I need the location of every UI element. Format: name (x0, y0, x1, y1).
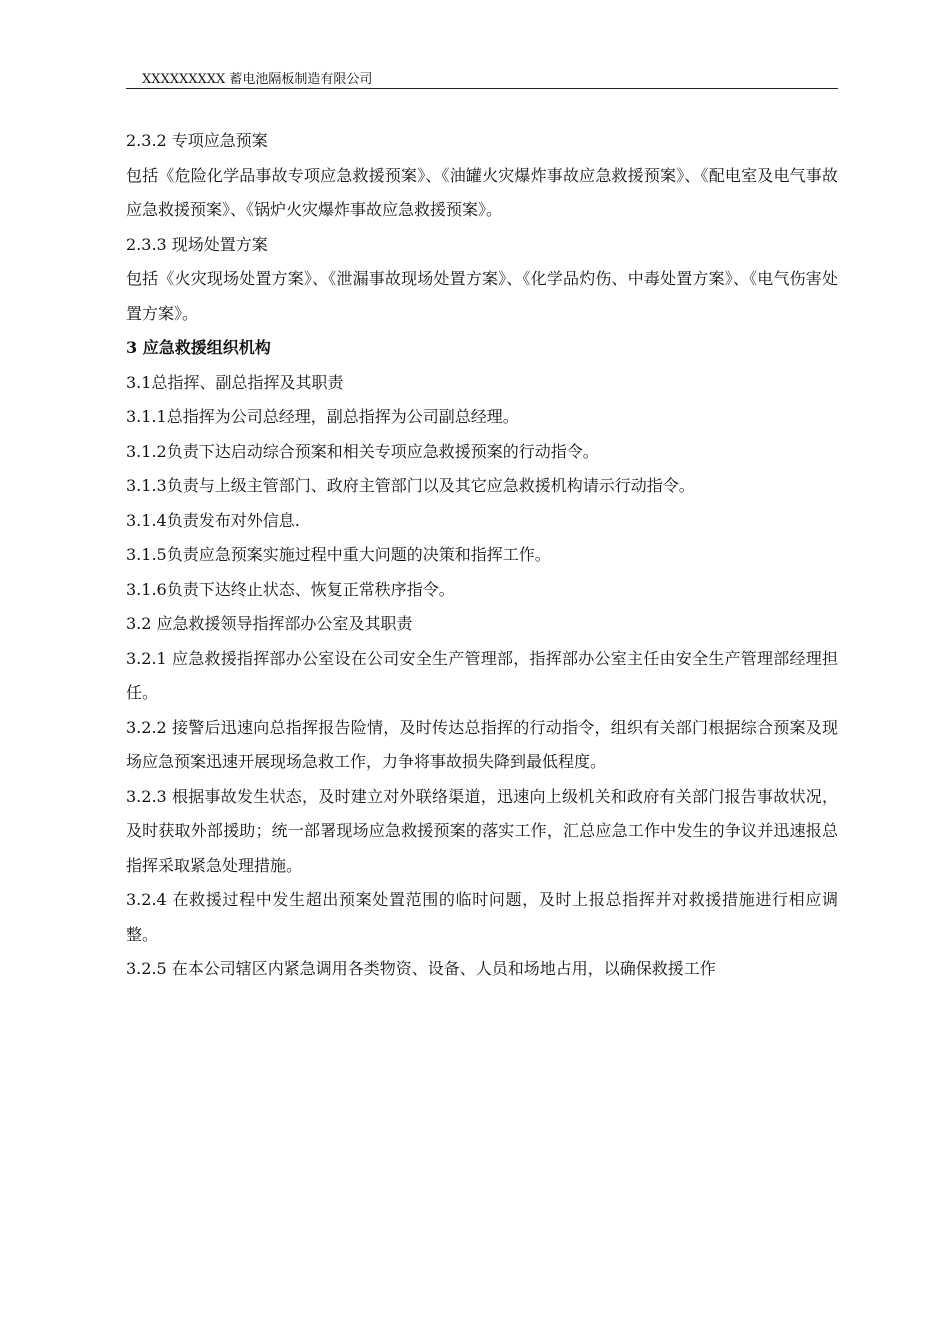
section-heading-3-2: 3.2 应急救援领导指挥部办公室及其职责 (126, 614, 413, 633)
paragraph-3-1-4: 3.1.4负责发布对外信息. (126, 510, 300, 530)
paragraph-3-2-3: 3.2.3 根据事故发生状态，及时建立对外联络渠道，迅速向上级机关和政府有关部门报告事故状况，及时获取外部援助；统一部署现场应急救援预案的落实工作，汇总应急工作中发生的争议并迅速报总指挥采取紧急处理措施。 (126, 786, 838, 875)
paragraph-3-2-1: 3.2.1 应急救援指挥部办公室设在公司安全生产管理部，指挥部办公室主任由安全生产管理部经理担任。 (126, 648, 838, 702)
paragraph-3-1-3: 3.1.3负责与上级主管部门、政府主管部门以及其它应急救援机构请示行动指令。 (126, 476, 695, 495)
paragraph-onsite-plans: 包括《火灾现场处置方案》、《泄漏事故现场处置方案》、《化学品灼伤、中毒处置方案》、《电气伤害处置方案》。 (126, 269, 838, 323)
paragraph-special-plans: 包括《危险化学品事故专项应急救援预案》、《油罐火灾爆炸事故应急救援预案》、《配电室及电气事故应急救援预案》、《锅炉火灾爆炸事故应急救援预案》。 (126, 165, 838, 219)
paragraph-3-1-5: 3.1.5负责应急预案实施过程中重大问题的决策和指挥工作。 (126, 545, 551, 564)
paragraph-3-1-1: 3.1.1总指挥为公司总经理，副总指挥为公司副总经理。 (126, 407, 519, 426)
header-company-name: XXXXXXXXX 蓄电池隔板制造有限公司 (142, 72, 373, 87)
paragraph-3-2-2: 3.2.2 接警后迅速向总指挥报告险情，及时传达总指挥的行动指令，组织有关部门根据综合预案及现场应急预案迅速开展现场急救工作，力争将事故损失降到最低程度。 (126, 717, 838, 771)
paragraph-3-1-6: 3.1.6负责下达终止状态、恢复正常秩序指令。 (126, 579, 455, 599)
section-heading-3: 3 应急救援组织机构 (126, 338, 271, 357)
paragraph-3-1-2: 3.1.2负责下达启动综合预案和相关专项应急救援预案的行动指令。 (126, 441, 599, 461)
paragraph-3-2-5: 3.2.5 在本公司辖区内紧急调用各类物资、设备、人员和场地占用，以确保救援工作 (126, 959, 716, 978)
section-heading-2-3-3: 2.3.3 现场处置方案 (126, 234, 268, 254)
section-heading-2-3-2: 2.3.2 专项应急预案 (126, 131, 268, 150)
paragraph-3-2-4: 3.2.4 在救援过程中发生超出预案处置范围的临时问题，及时上报总指挥并对救援措施进行相应调整。 (126, 890, 838, 944)
page-header (126, 62, 838, 89)
section-heading-3-1: 3.1总指挥、副总指挥及其职责 (126, 372, 344, 392)
document-body (126, 124, 838, 987)
